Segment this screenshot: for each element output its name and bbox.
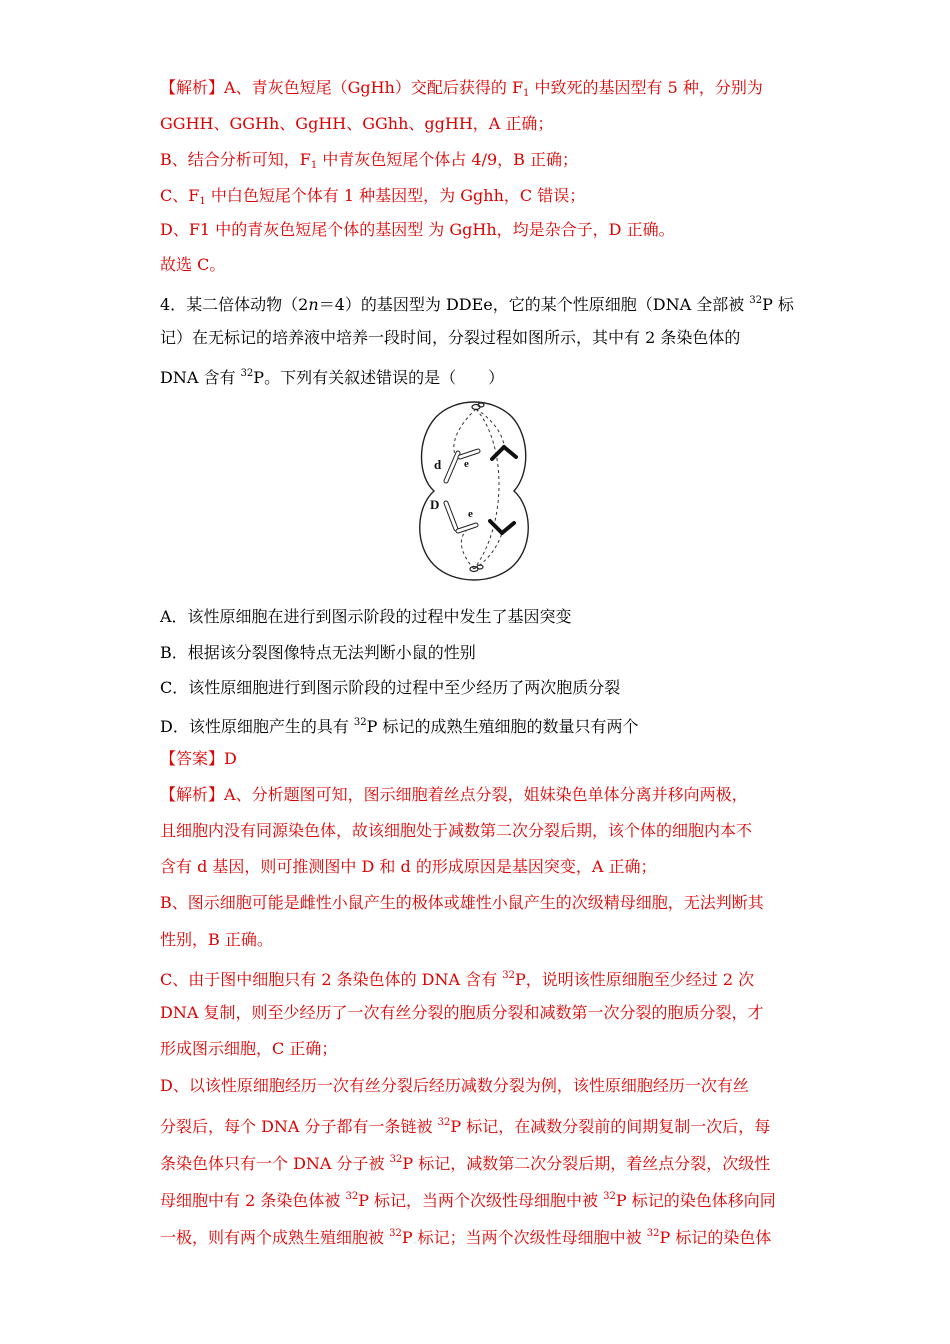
explanation4-b-line1: B、图示细胞可能是雌性小鼠产生的极体或雄性小鼠产生的次级精母细胞，无法判断其 — [160, 893, 764, 912]
explanation-tag: 【解析】 — [160, 785, 225, 804]
chromosome-d — [446, 453, 458, 481]
chromosome-black — [490, 521, 502, 533]
explanation4-c-line1: C、由于图中细胞只有 2 条染色体的 DNA 含有 $^{32}$P，说明该性原细胞至少经过 2 次 — [160, 970, 755, 989]
label-d: d — [434, 457, 442, 472]
explanation4-d-line2: 分裂后，每个 DNA 分子都有一条链被 $^{32}$P 标记，在减数分裂前的间期复制一次后，每 — [160, 1117, 771, 1136]
explanation4-d-line4: 母细胞中有 2 条染色体被 $^{32}$P 标记，当两个次级性母细胞中被 $^{32}$P 标记的染色体移向同 — [160, 1191, 776, 1210]
explanation3-option-d: D、F1 中的青灰色短尾个体的基因型 为 GgHh，均是杂合子，D 正确。 — [160, 220, 675, 239]
option-c: C．该性原细胞进行到图示阶段的过程中至少经历了两次胞质分裂 — [160, 678, 621, 697]
explanation4-a-line2: 且细胞内没有同源染色体，故该细胞处于减数第二次分裂后期，该个体的细胞内本不 — [160, 821, 753, 840]
spindle-line — [461, 531, 474, 569]
explanation4-d-line1: D、以该性原细胞经历一次有丝分裂后经历减数分裂为例，该性原细胞经历一次有丝 — [160, 1076, 749, 1095]
label-e-bottom: e — [468, 508, 473, 520]
option-d: D．该性原细胞产生的具有 $^{32}$P 标记的成熟生殖细胞的数量只有两个 — [160, 717, 639, 736]
explanation-tag: 【解析】 — [160, 78, 225, 97]
explanation3-conclusion: 故选 C。 — [160, 255, 226, 274]
answer-line — [160, 749, 800, 769]
cell-membrane — [420, 402, 529, 580]
answer-tag: 【答案】 — [160, 749, 225, 768]
explanation4-d-line3: 条染色体只有一个 DNA 分子被 $^{32}$P 标记，减数第二次分裂后期，着丝点分裂，次级性 — [160, 1154, 771, 1173]
chromosome-black — [492, 447, 504, 459]
explanation3-line1: 【解析】A、青灰色短尾（GgHh）交配后获得的 $F_1$ 中致死的基因型有 5 种，分别为 — [160, 78, 763, 99]
label-e-top: e — [464, 458, 469, 470]
option-b: B．根据该分裂图像特点无法判断小鼠的性别 — [160, 643, 476, 662]
spindle-line — [474, 409, 499, 569]
cell-division-figure — [410, 393, 536, 585]
chromosome-black — [502, 523, 514, 533]
explanation3-option-b: B、结合分析可知，$F_1$ 中青灰色短尾个体占 4/9，B 正确； — [160, 150, 579, 171]
explanation4-b-line2: 性别，B 正确。 — [160, 930, 273, 949]
explanation3-option-c: C、$F_1$ 中白色短尾个体有 1 种基因型，为 Gghh，C 错误； — [160, 186, 586, 207]
centriole-bottom — [477, 565, 483, 569]
explanation4-a-line3: 含有 d 基因，则可推测图中 D 和 d 的形成原因是基因突变，A 正确； — [160, 857, 657, 876]
label-D: D — [430, 497, 440, 512]
explanation4-a-line1: 【解析】A、分析题图可知，图示细胞着丝点分裂，姐妹染色单体分离并移向两极， — [160, 785, 748, 804]
question4-stem-line1: 4．某二倍体动物（2n＝4）的基因型为 DDEe，它的某个性原细胞（DNA 全部被 $^{32}$P 标 — [160, 295, 794, 314]
explanation3-line2: GGHH、GGHh、GgHH、GGhh、ggHH，A 正确； — [160, 114, 554, 133]
explanation4-c-line2: DNA 复制，则至少经历了一次有丝分裂的胞质分裂和减数第一次分裂的胞质分裂，才 — [160, 1003, 764, 1022]
explanation4-d-line5: 一极，则有两个成熟生殖细胞被 $^{32}$P 标记；当两个次级性母细胞中被 $^{32}$P 标记的染色体 — [160, 1228, 772, 1247]
answer-value: D — [224, 749, 237, 768]
option-a: A．该性原细胞在进行到图示阶段的过程中发生了基因突变 — [160, 607, 572, 626]
explanation4-c-line3: 形成图示细胞，C 正确； — [160, 1039, 338, 1058]
chromosome-D — [446, 503, 456, 529]
question4-stem-line3: DNA 含有 $^{32}$P。下列有关叙述错误的是（ ） — [160, 368, 505, 387]
question4-stem-line2: 记）在无标记的培养液中培养一段时间，分裂过程如图所示，其中有 2 条染色体的 — [160, 328, 741, 347]
chromosome-black — [504, 447, 516, 457]
